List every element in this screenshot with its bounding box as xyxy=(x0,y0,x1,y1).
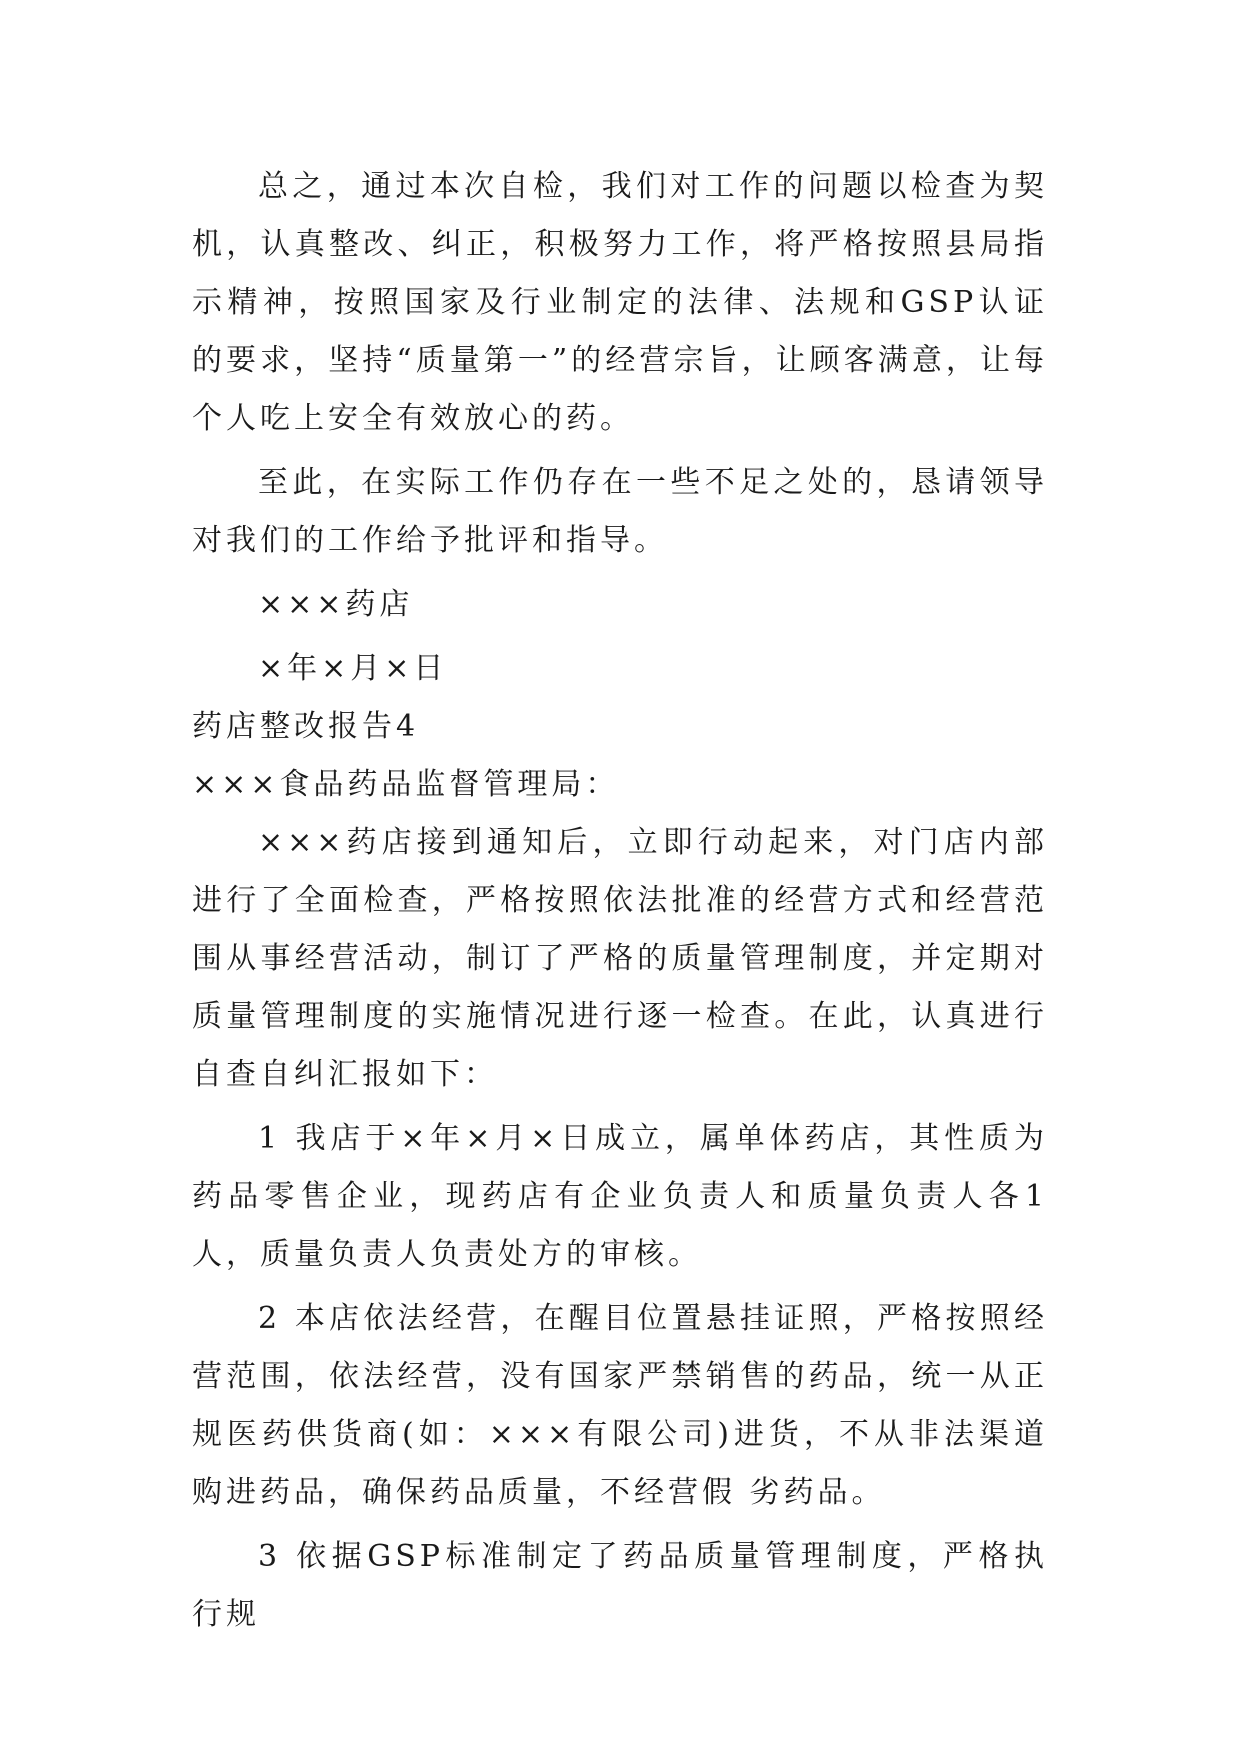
paragraph-closing-request: 至此，在实际工作仍存在一些不足之处的，恳请领导对我们的工作给予批评和指导。 xyxy=(192,465,1048,558)
section-title: 药店整改报告4 xyxy=(192,709,420,744)
paragraph-item-3: 3 依据GSP标准制定了药品质量管理制度，严格执行规 xyxy=(192,1539,1048,1632)
paragraph-item-2: 2 本店依法经营，在醒目位置悬挂证照，严格按照经营范围，依法经营，没有国家严禁销售的药品，统一从正规医药供货商(如：×××有限公司)进货，不从非法渠道购进药品，确保药品质量，不经营假 劣药品。 xyxy=(192,1301,1048,1510)
recipient-line: ×××食品药品监督管理局： xyxy=(192,767,620,802)
signature-store-name: ×××药店 xyxy=(258,587,414,622)
signature-date: ×年×月×日 xyxy=(258,651,448,686)
document-body xyxy=(192,158,1048,1644)
paragraph-intro: ×××药店接到通知后，立即行动起来，对门店内部进行了全面检查，严格按照依法批准的经营方式和经营范围从事经营活动，制订了严格的质量管理制度，并定期对质量管理制度的实施情况进行逐一检查。在此，认真进行自查自纠汇报如下： xyxy=(192,825,1048,1092)
paragraph-conclusion: 总之，通过本次自检，我们对工作的问题以检查为契机，认真整改、纠正，积极努力工作，将严格按照县局指示精神，按照国家及行业制定的法律、法规和GSP认证的要求，坚持“质量第一”的经营宗旨，让顾客满意，让每个人吃上安全有效放心的药。 xyxy=(192,169,1048,436)
paragraph-item-1: 1 我店于×年×月×日成立，属单体药店，其性质为药品零售企业，现药店有企业负责人和质量负责人各1人，质量负责人负责处方的审核。 xyxy=(192,1121,1048,1272)
